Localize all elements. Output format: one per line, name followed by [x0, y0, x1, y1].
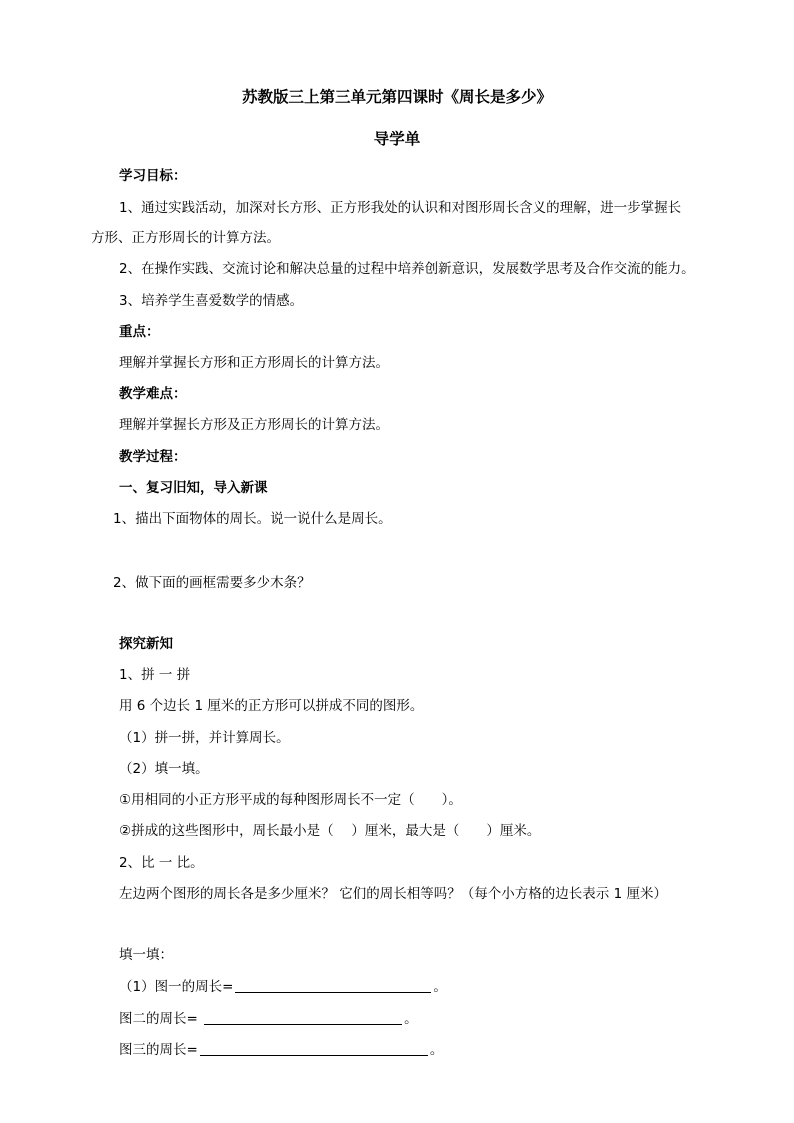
difficulties-text: 理解并掌握长方形及正方形周长的计算方法。: [119, 417, 389, 433]
goal-1-line-2: 方形、正方形周长的计算方法。: [91, 230, 280, 246]
explore-step-2: （2）填一填。: [119, 761, 209, 777]
fill-statement-2: ②拼成的这些图形中，周长最小是（ ）厘米，最大是（ ）厘米。: [119, 823, 541, 839]
compare-question: 左边两个图形的周长各是多少厘米？ 它们的周长相等吗？（每个小方格的边长表示 1 厘米）: [119, 886, 667, 902]
process-heading: 教学过程：: [119, 449, 187, 465]
key-points-text: 理解并掌握长方形和正方形周长的计算方法。: [119, 355, 389, 371]
answer-line-1-end: 。: [433, 979, 447, 995]
answer-line-3-end: 。: [429, 1042, 444, 1058]
answer-line-2-label: 图二的周长=: [119, 1011, 203, 1027]
answer-line-3-label: 图三的周长=: [119, 1042, 198, 1058]
fill-statement-1: ①用相同的小正方形平成的每种图形周长不一定（ ）。: [119, 792, 462, 808]
answer-blank-3[interactable]: [200, 1041, 428, 1056]
section-1-heading: 一、复习旧知，导入新课: [119, 480, 268, 496]
key-points-heading: 重点：: [119, 324, 160, 340]
answer-line-1: [119, 978, 447, 996]
goal-2: 2、在操作实践、交流讨论和解决总量的过程中培养创新意识，发展数学思考及合作交流的能力。: [119, 261, 695, 277]
fill-heading: 填一填：: [119, 947, 173, 963]
answer-line-1-label: （1）图一的周长=: [119, 979, 234, 995]
answer-blank-1[interactable]: [235, 978, 431, 993]
answer-line-3: [119, 1041, 443, 1059]
document-title: 苏教版三上第三单元第四课时《周长是多少》: [241, 88, 552, 106]
explore-intro: 用 6 个边长 1 厘米的正方形可以拼成不同的图形。: [119, 698, 424, 714]
answer-line-2: [119, 1010, 418, 1028]
difficulties-heading: 教学难点：: [119, 386, 187, 402]
goal-3: 3、培养学生喜爱数学的情感。: [119, 293, 304, 309]
review-question-2: 2、做下面的画框需要多少木条？: [113, 575, 311, 591]
explore-heading: 探究新知: [119, 636, 173, 652]
goals-heading: 学习目标：: [119, 168, 187, 184]
answer-line-2-end: 。: [404, 1011, 418, 1027]
explore-step-1: （1）拼一拼，并计算周长。: [119, 730, 290, 746]
review-question-1: 1、描出下面物体的周长。说一说什么是周长。: [113, 511, 392, 527]
explore-sub-2: 2、比 一 比。: [119, 855, 204, 871]
answer-blank-2[interactable]: [204, 1010, 402, 1025]
explore-sub-1: 1、拼 一 拼: [119, 667, 191, 683]
goal-1-line-1: 1、通过实践活动，加深对长方形、正方形我处的认识和对图形周长含义的理解，进一步掌握长: [119, 200, 682, 216]
document-subtitle: 导学单: [373, 130, 421, 148]
